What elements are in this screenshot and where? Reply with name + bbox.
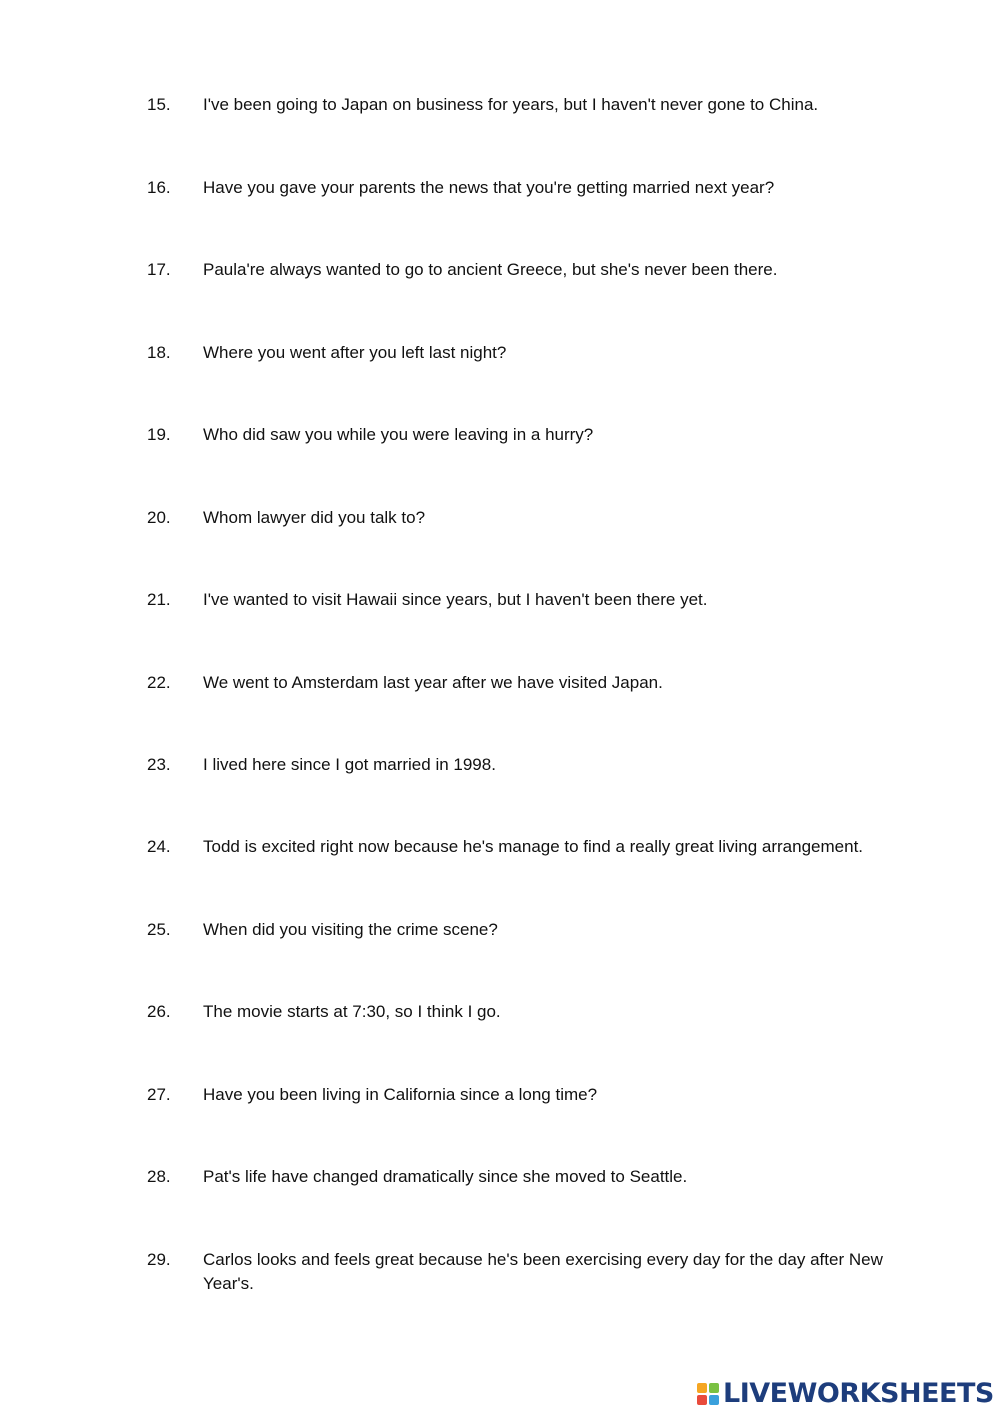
item-number: 21. [147,590,171,609]
item-number: 17. [147,260,171,279]
item-number: 18. [147,343,171,362]
item-text: We went to Amsterdam last year after we have visited Japan. [203,673,663,692]
item-number: 23. [147,755,171,774]
item-text: Have you been living in California since a long time? [203,1085,598,1104]
item-text: Todd is excited right now because he's manage to find a really great living arrangement. [203,837,864,856]
item-text: When did you visiting the crime scene? [203,920,498,939]
item-text: The movie starts at 7:30, so I think I go. [203,1002,501,1021]
item-text: Have you gave your parents the news that you're getting married next year? [203,178,775,197]
item-text: Whom lawyer did you talk to? [203,508,426,527]
item-text: I lived here since I got married in 1998. [203,755,496,774]
item-number: 16. [147,178,171,197]
item-text: Paula're always wanted to go to ancient Greece, but she's never been there. [203,260,778,279]
item-number: 25. [147,920,171,939]
logo-square-4 [709,1395,719,1405]
item-number: 27. [147,1085,171,1104]
item-number: 15. [147,95,171,114]
item-number: 26. [147,1002,171,1021]
item-number: 29. [147,1250,171,1269]
item-text: Pat's life have changed dramatically since she moved to Seattle. [203,1167,688,1186]
item-text: Where you went after you left last night? [203,343,507,362]
item-number: 28. [147,1167,171,1186]
logo-square-2 [709,1383,719,1393]
logo-square-1 [697,1383,707,1393]
item-number: 19. [147,425,171,444]
item-number: 20. [147,508,171,527]
item-text: I've wanted to visit Hawaii since years, but I haven't been there yet. [203,590,708,609]
item-number: 24. [147,837,171,856]
logo-text: LIVEWORKSHEETS [723,1378,994,1409]
item-text: Carlos looks and feels great because he's been exercising every day for the day after New Year's. [203,1250,883,1293]
logo-square-3 [697,1395,707,1405]
item-text: I've been going to Japan on business for years, but I haven't never gone to China. [203,95,819,114]
liveworksheets-logo-icon [697,1383,719,1405]
liveworksheets-logo [697,1377,994,1411]
item-number: 22. [147,673,171,692]
item-text: Who did saw you while you were leaving in a hurry? [203,425,594,444]
